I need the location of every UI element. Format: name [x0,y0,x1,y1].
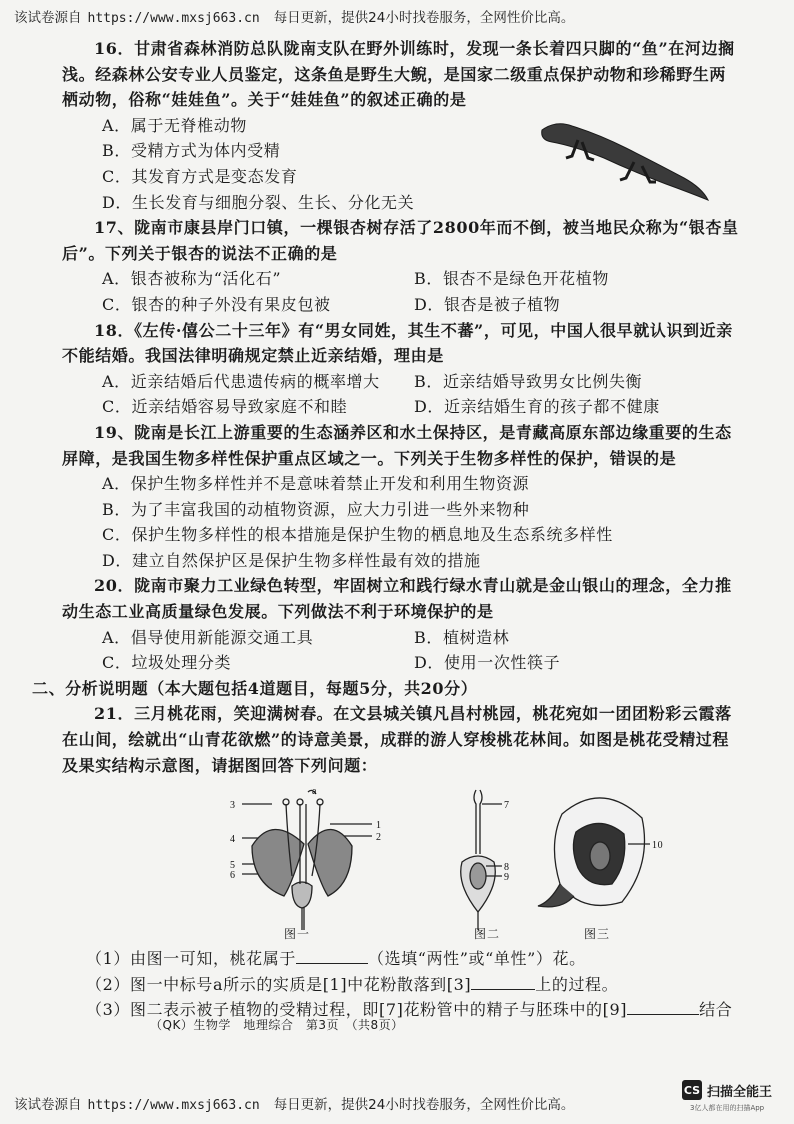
watermark-url[interactable]: https://www.mxsj663.cn [87,11,260,26]
q18-options-row-1 [62,369,774,395]
q20-option-c: C．垃圾处理分类 [102,653,232,673]
q21-sub1: （1）由图一可知，桃花属于 （选填“两性”或“单性”）花。 [86,949,586,969]
camscanner-name: 扫描全能王 [707,1084,773,1100]
q18-stem-1: 18．《左传·僖公二十三年》有“男女同姓，其生不蕃”，可见，中国人很早就认识到近亲 [94,320,733,340]
camscanner-icon: CS [682,1080,702,1100]
fig1-label-5: 5 [230,860,236,872]
q19-option-c: C．保护生物多样性的根本措施是保护生物的栖息地及生态系统多样性 [102,525,613,545]
q17-option-b: B．银杏不是绿色开花植物 [414,269,609,289]
watermark-top: 该试卷源自 https://www.mxsj663.cn 每日更新，提供24小时找卷服务，全网性价比高。 [14,10,575,26]
q18-option-c: C．近亲结婚容易导致家庭不和睦 [102,397,348,417]
q21-sub3-blank[interactable] [627,998,699,1015]
fig1-label-1: 1 [376,820,382,832]
q20-stem-1: 20．陇南市聚力工业绿色转型，牢固树立和践行绿水青山就是金山银山的理念，全力推 [94,576,732,596]
q20-option-a: A．倡导使用新能源交通工具 [102,627,314,647]
q20-stem-2: 动生态工业高质量绿色发展。下列做法不利于环境保护的是 [62,602,494,622]
q21-figures [62,784,774,940]
q16-stem-2: 浅。经森林公安专业人员鉴定，这条鱼是野生大鲵，是国家二级重点保护动物和珍稀野生两 [62,64,727,84]
q17-option-a: A．银杏被称为“活化石” [102,269,282,289]
q18-options-row-2 [62,394,774,420]
q17-option-c: C．银杏的种子外没有果皮包被 [102,294,331,314]
q16-option-a: A．属于无脊椎动物 [102,115,247,135]
q19-option-d: D．建立自然保护区是保护生物多样性最有效的措施 [102,550,481,570]
q21-sub2: （2）图一中标号a所示的实质是[1]中花粉散落到[3] 上的过程。 [86,974,619,994]
q16-option-c: C．其发育方式是变态发育 [102,166,298,186]
fig2-label-8: 8 [504,862,510,874]
q17-options-row-1 [62,266,774,292]
q16-option-d: D．生长发育与细胞分裂、生长、分化无关 [102,192,415,212]
q18-stem-2: 不能结婚。我国法律明确规定禁止近亲结婚，理由是 [62,346,444,366]
fig1-label-2: 2 [376,832,382,844]
section-heading: 二、分析说明题（本大题包括4道题目，每题5分，共20分） [32,678,478,698]
fig2-pistil-diagram [432,784,522,934]
q18-option-d: D．近亲结婚生育的孩子都不健康 [414,397,660,417]
fig2-caption: 图二 [474,927,501,942]
q17-option-d: D．银杏是被子植物 [414,294,561,314]
watermark-bottom: 该试卷源自 https://www.mxsj663.cn 每日更新，提供24小时找卷服务，全网性价比高。 [14,1097,575,1113]
q21-sub2-blank[interactable] [471,973,535,990]
q21-stem-2: 在山间，绘就出“山青花欲燃”的诗意美景，成群的游人穿梭桃花林间。如图是桃花受精过程 [62,730,730,750]
q18-option-a: A．近亲结婚后代患遗传病的概率增大 [102,371,380,391]
q19-option-b: B．为了丰富我国的动植物资源，应大力引进一些外来物种 [102,499,530,519]
q16-stem-3: 栖动物，俗称“娃娃鱼”。关于“娃娃鱼”的叙述正确的是 [62,90,467,110]
q19-stem-1: 19、陇南是长江上游重要的生态涵养区和水土保持区，是青藏高原东部边缘重要的生态 [94,422,732,442]
q19-option-a: A．保护生物多样性并不是意味着禁止开发和利用生物资源 [102,474,530,494]
q17-options-row-2 [62,292,774,318]
q20-options-row-2 [62,650,774,676]
q16-stem-1: 16．甘肃省森林消防总队陇南支队在野外训练时，发现一条长着四只脚的“鱼”在河边搁 [94,39,735,58]
q21-stem-3: 及果实结构示意图，请据图回答下列问题： [62,755,378,775]
camscanner-logo [682,1080,772,1100]
fig3-label-10: 10 [652,840,664,852]
watermark-url-bottom[interactable]: https://www.mxsj663.cn [87,1098,260,1113]
page-footer: （QK）生物学 地理综合 第3页 （共8页） [150,1018,404,1032]
fig2-label-7: 7 [504,800,510,812]
fig1-label-6: 6 [230,870,236,882]
fig1-label-3: 3 [230,800,236,812]
q20-option-d: D．使用一次性筷子 [414,653,561,673]
q16-option-b: B．受精方式为体内受精 [102,141,281,161]
q20-options-row-1 [62,625,774,651]
fig3-caption: 图三 [584,927,611,942]
q17-stem-1: 17、陇南市康县岸门口镇，一棵银杏树存活了2800年而不倒，被当地民众称为“银杏皇 [94,218,739,238]
camscanner-tagline: 3亿人都在用的扫描App [690,1104,765,1112]
fig1-flower-diagram [212,784,402,934]
q18-option-b: B．近亲结婚导致男女比例失衡 [414,371,643,391]
fig1-label-4: 4 [230,834,236,846]
q21-sub1-blank[interactable] [296,947,368,964]
q19-stem-2: 屏障，是我国生物多样性保护重点区域之一。下列关于生物多样性的保护，错误的是 [62,448,677,468]
fig2-label-9: 9 [504,872,510,884]
fig1-caption: 图一 [284,927,311,942]
giant-salamander-image [538,112,710,202]
q20-option-b: B．植树造林 [414,627,510,647]
q17-stem-2: 后”。下列关于银杏的说法不正确的是 [62,243,338,263]
fig1-label-a: a [312,786,318,798]
fig3-fruit-diagram [532,784,672,934]
q21-sub3: （3）图二表示被子植物的受精过程，即[7]花粉管中的精子与胚珠中的[9] 结合 [86,1000,733,1020]
q21-stem-1: 21．三月桃花雨，笑迎满树春。在文县城关镇凡昌村桃园，桃花宛如一团团粉彩云霞落 [94,704,732,724]
